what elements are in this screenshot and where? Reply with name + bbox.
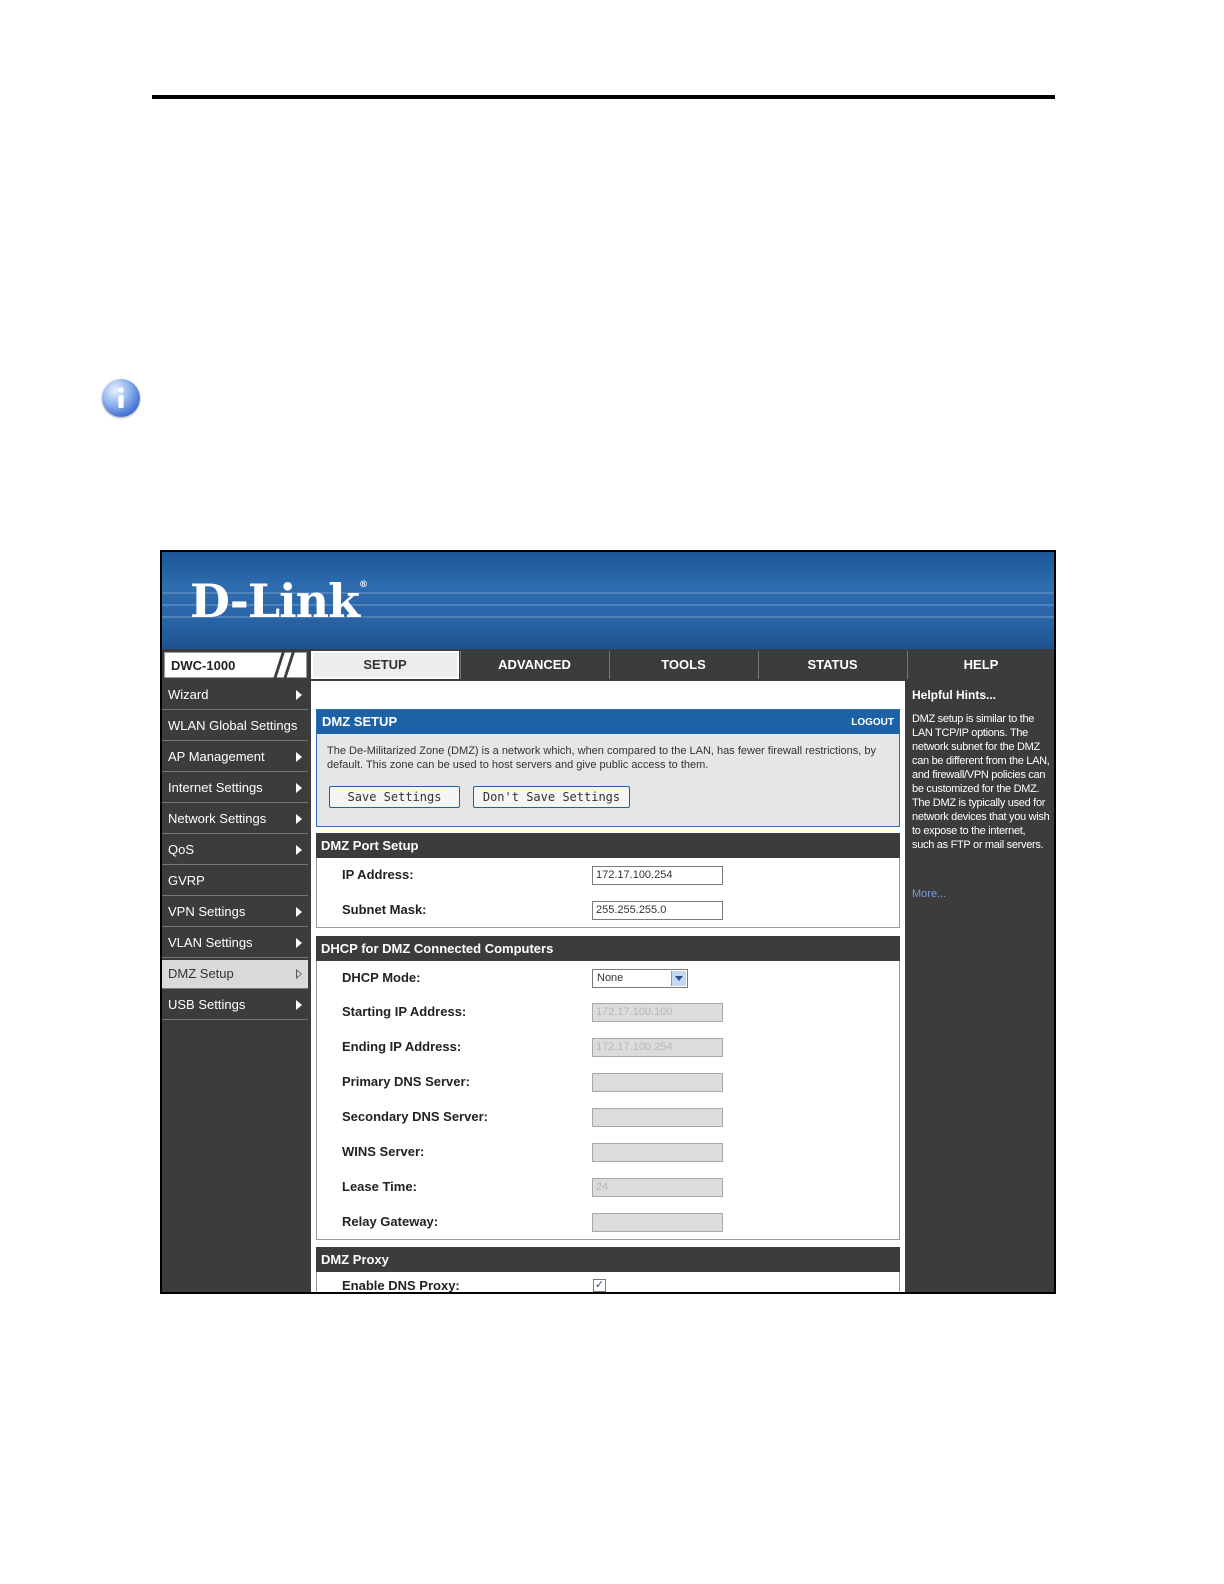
dhcp-dmz-header: DHCP for DMZ Connected Computers [316, 936, 900, 961]
model-name: DWC-1000 [171, 658, 236, 673]
dmz-setup-title: DMZ SETUP [322, 714, 398, 729]
sidebar [162, 681, 308, 1022]
secondary-dns-input[interactable] [592, 1108, 723, 1127]
tab-status[interactable]: STATUS [758, 651, 906, 679]
lease-time-input[interactable]: 24 [592, 1178, 723, 1197]
dont-save-settings-button[interactable]: Don't Save Settings [473, 786, 630, 808]
help-text: DMZ setup is similar to the LAN TCP/IP options. The network subnet for the DMZ can be different from the LAN, and firewall/VPN policies can be customized for the DMZ. The DMZ is typically used for network devices that you wish to expose to the internet, such as FTP or mail servers. [912, 713, 1050, 851]
chevron-right-icon [296, 845, 302, 855]
chevron-right-icon [296, 752, 302, 762]
help-title: Helpful Hints... [912, 688, 996, 702]
primary-dns-input[interactable] [592, 1073, 723, 1092]
enable-dns-proxy-checkbox[interactable] [593, 1279, 606, 1292]
chevron-right-icon [296, 1000, 302, 1010]
chevron-right-icon [296, 907, 302, 917]
secondary-dns-label: Secondary DNS Server: [342, 1109, 488, 1124]
wins-server-input[interactable] [592, 1143, 723, 1162]
ip-address-input[interactable]: 172.17.100.254 [592, 866, 723, 885]
tab-tools[interactable]: TOOLS [609, 651, 757, 679]
sidebar-item-vpn-settings[interactable]: VPN Settings [162, 898, 308, 927]
dmz-proxy-header: DMZ Proxy [316, 1247, 900, 1272]
header-banner [162, 552, 1054, 649]
info-icon [102, 379, 140, 417]
model-label-box [164, 652, 307, 678]
ending-ip-label: Ending IP Address: [342, 1039, 462, 1054]
wins-server-label: WINS Server: [342, 1144, 425, 1159]
help-more-link[interactable]: More... [912, 888, 947, 900]
help-panel [907, 681, 1054, 1292]
dmz-setup-header [317, 710, 899, 734]
relay-gateway-input[interactable] [592, 1213, 723, 1232]
sidebar-item-gvrp[interactable]: GVRP [162, 867, 308, 896]
sidebar-item-qos[interactable]: QoS [162, 836, 308, 865]
router-ui-screenshot [160, 550, 1056, 1294]
main-content [311, 681, 905, 1292]
sidebar-item-wlan-global-settings[interactable]: WLAN Global Settings [162, 712, 308, 741]
sidebar-item-usb-settings[interactable]: USB Settings [162, 991, 308, 1020]
chevron-right-icon [296, 938, 302, 948]
sidebar-item-wizard[interactable]: Wizard [162, 681, 308, 710]
subnet-mask-input[interactable]: 255.255.255.0 [592, 901, 723, 920]
chevron-right-icon [296, 783, 302, 793]
sidebar-item-dmz-setup[interactable]: DMZ Setup [162, 960, 308, 989]
dmz-port-setup-header: DMZ Port Setup [316, 833, 900, 858]
relay-gateway-label: Relay Gateway: [342, 1214, 439, 1229]
chevron-right-icon [296, 969, 302, 979]
dmz-proxy-section [316, 1272, 900, 1294]
dhcp-mode-label: DHCP Mode: [342, 970, 421, 985]
sidebar-item-network-settings[interactable]: Network Settings [162, 805, 308, 834]
ending-ip-input[interactable]: 172.17.100.254 [592, 1038, 723, 1057]
dhcp-dmz-section [316, 961, 900, 1240]
chevron-right-icon [296, 690, 302, 700]
tab-setup[interactable]: SETUP [311, 651, 459, 679]
top-rule [152, 95, 1055, 99]
logout-link[interactable]: LOGOUT [851, 717, 894, 728]
sidebar-item-internet-settings[interactable]: Internet Settings [162, 774, 308, 803]
save-settings-button[interactable]: Save Settings [329, 786, 460, 808]
dmz-description: The De-Militarized Zone (DMZ) is a network which, when compared to the LAN, has fewer firewall restrictions, by default. This zone can be used to host servers and give public access to them. [327, 745, 876, 771]
dlink-logo: D-Link® [190, 574, 367, 628]
dhcp-mode-select[interactable]: None [592, 969, 688, 988]
tab-help[interactable]: HELP [907, 651, 1054, 679]
sidebar-item-ap-management[interactable]: AP Management [162, 743, 308, 772]
tab-advanced[interactable]: ADVANCED [460, 651, 608, 679]
top-tab-bar [162, 649, 1054, 681]
dmz-port-setup-section [316, 858, 900, 928]
chevron-right-icon [296, 814, 302, 824]
starting-ip-input[interactable]: 172.17.100.100 [592, 1003, 723, 1022]
checkmark-icon: ✓ [594, 1279, 605, 1291]
ip-address-label: IP Address: [342, 867, 414, 882]
starting-ip-label: Starting IP Address: [342, 1004, 467, 1019]
dropdown-caret-icon[interactable] [671, 971, 686, 986]
primary-dns-label: Primary DNS Server: [342, 1074, 470, 1089]
sidebar-item-vlan-settings[interactable]: VLAN Settings [162, 929, 308, 958]
lease-time-label: Lease Time: [342, 1179, 417, 1194]
enable-dns-proxy-label: Enable DNS Proxy: [342, 1278, 460, 1293]
dmz-setup-panel [316, 709, 900, 827]
subnet-mask-label: Subnet Mask: [342, 902, 427, 917]
